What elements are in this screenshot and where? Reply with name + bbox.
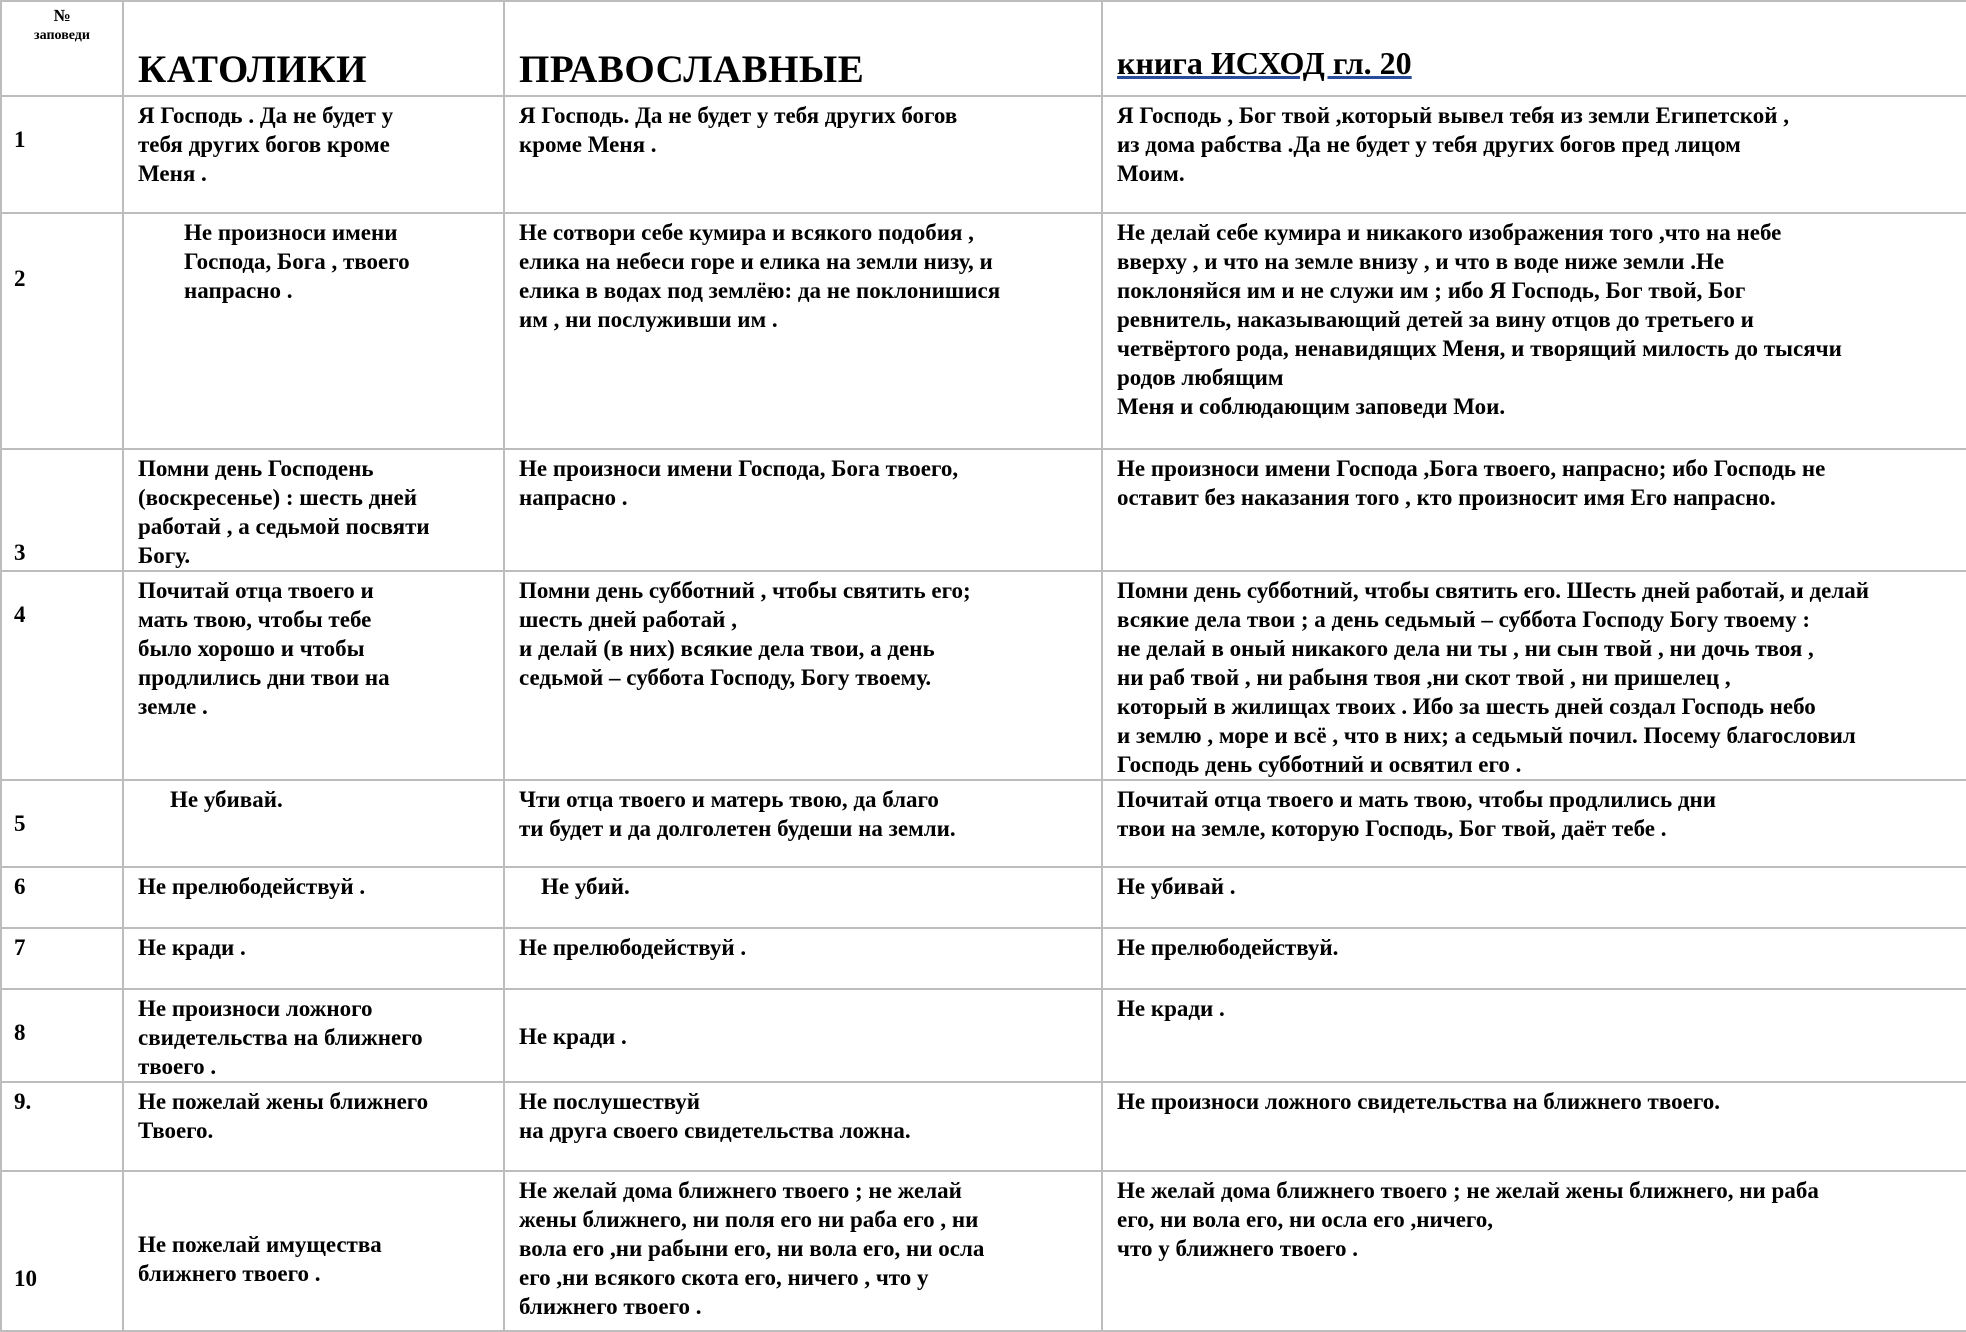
orthodox-cell [504, 928, 1102, 989]
exodus-text: Не убивай . [1117, 874, 1236, 899]
exodus-text: Не делай себе кумира и никакого изображения того ,что на небе вверху , и что на земле внизу , и что в воде ниже земли .Не поклоняйся им и не служи им ; ибо Я Господь, Бог твой, Бог ревнитель, наказывающий детей за вину отцов до третьего и четвёртого рода, ненавидящих Меня, и творящий милость до тысячи родов любящим Меня и соблюдающим заповеди Мои. [1117, 220, 1842, 419]
commandment-number: 3 [14, 540, 26, 565]
orthodox-cell [504, 571, 1102, 780]
number-cell [1, 928, 123, 989]
table-row [1, 213, 1966, 449]
exodus-text: Я Господь , Бог твой ,который вывел тебя из земли Египетской , из дома рабства .Да не будет у тебя других богов пред лицом Моим. [1117, 103, 1789, 186]
exodus-text: Не произноси имени Господа ,Бога твоего, напрасно; ибо Господь не оставит без наказания того , кто произносит имя Его напрасно. [1117, 456, 1826, 510]
orthodox-cell [504, 1082, 1102, 1171]
commandment-number: 2 [14, 266, 26, 291]
exodus-cell [1102, 1082, 1966, 1171]
commandment-number: 6 [14, 874, 26, 899]
exodus-cell [1102, 571, 1966, 780]
catholic-cell [123, 449, 504, 571]
catholic-cell [123, 213, 504, 449]
header-orthodox-cell [504, 1, 1102, 96]
exodus-text: Не желай дома ближнего твоего ; не желай жены ближнего, ни раба его, ни вола его, ни осла его ,ничего, что у ближнего твоего . [1117, 1178, 1819, 1261]
number-cell [1, 449, 123, 571]
catholic-text: Помни день Господень (воскресенье) : шесть дней работай , а седьмой посвяти Богу. [138, 456, 430, 568]
orthodox-text: Не желай дома ближнего твоего ; не желай жены ближнего, ни поля его ни раба его , ни вола его ,ни рабыни его, ни вола его, ни осла его ,ни всякого скота его, ничего , что у ближнего твоего . [519, 1178, 985, 1319]
header-number-cell [1, 1, 123, 96]
exodus-cell [1102, 213, 1966, 449]
exodus-text: Не прелюбодействуй. [1117, 935, 1339, 960]
number-cell [1, 571, 123, 780]
orthodox-cell [504, 780, 1102, 867]
orthodox-text: Не произноси имени Господа, Бога твоего, напрасно . [519, 456, 959, 510]
commandment-number: 1 [14, 127, 26, 152]
catholic-text: Не произноси имени Господа, Бога , твоего напрасно . [184, 220, 410, 303]
catholic-text: Не убивай. [170, 787, 283, 812]
catholic-cell [123, 867, 504, 928]
orthodox-cell [504, 96, 1102, 213]
number-cell [1, 780, 123, 867]
exodus-cell [1102, 989, 1966, 1082]
table-row [1, 1082, 1966, 1171]
orthodox-cell [504, 213, 1102, 449]
table-row [1, 96, 1966, 213]
commandment-number: 7 [14, 935, 26, 960]
orthodox-text: Не кради . [519, 1024, 627, 1049]
commandment-number: 5 [14, 811, 26, 836]
number-cell [1, 213, 123, 449]
orthodox-text: Не убий. [541, 874, 630, 899]
orthodox-text: Чти отца твоего и матерь твою, да благо ти будет и да долголетен будеши на земли. [519, 787, 956, 841]
catholic-cell [123, 989, 504, 1082]
header-row [1, 1, 1966, 96]
exodus-cell [1102, 867, 1966, 928]
orthodox-cell [504, 989, 1102, 1082]
catholic-text: Я Господь . Да не будет у тебя других богов кроме Меня . [138, 103, 394, 186]
exodus-text: Не кради . [1117, 996, 1225, 1021]
exodus-cell [1102, 96, 1966, 213]
header-catholic-cell [123, 1, 504, 96]
catholic-text: Не пожелай имущества ближнего твоего . [138, 1232, 382, 1286]
catholic-text: Почитай отца твоего и мать твою, чтобы тебе было хорошо и чтобы продлились дни твои на земле . [138, 578, 390, 719]
commandment-number: 9. [14, 1089, 32, 1114]
exodus-heading: книга ИСХОД гл. 20 [1117, 45, 1412, 81]
number-cell [1, 96, 123, 213]
exodus-cell [1102, 780, 1966, 867]
table-row [1, 1171, 1966, 1331]
number-cell [1, 1082, 123, 1171]
catholic-cell [123, 1171, 504, 1331]
commandment-number: 4 [14, 602, 26, 627]
catholic-cell [123, 1082, 504, 1171]
number-subtitle: заповеди [34, 28, 90, 43]
catholic-heading: КАТОЛИКИ [138, 48, 367, 91]
orthodox-cell [504, 449, 1102, 571]
orthodox-text: Я Господь. Да не будет у тебя других богов кроме Меня . [519, 103, 958, 157]
orthodox-text: Не сотвори себе кумира и всякого подобия , елика на небеси горе и елика на земли низу, и елика в водах под землёю: да не поклонишися им , ни послуживши им . [519, 220, 1001, 332]
catholic-cell [123, 780, 504, 867]
header-exodus-cell [1102, 1, 1966, 96]
orthodox-cell [504, 1171, 1102, 1331]
exodus-text: Не произноси ложного свидетельства на ближнего твоего. [1117, 1089, 1720, 1114]
number-cell [1, 867, 123, 928]
number-cell [1, 1171, 123, 1331]
orthodox-text: Помни день субботний , чтобы святить его; шесть дней работай , и делай (в них) всякие дела твои, а день седьмой – суббота Господу, Богу твоему. [519, 578, 971, 690]
orthodox-heading: ПРАВОСЛАВНЫЕ [519, 48, 865, 91]
catholic-cell [123, 571, 504, 780]
table-row [1, 780, 1966, 867]
orthodox-text: Не прелюбодействуй . [519, 935, 747, 960]
exodus-text: Помни день субботний, чтобы святить его. Шесть дней работай, и делай всякие дела твои ; а день седьмый – суббота Господу Богу твоему : не делай в оный никакого дела ни ты , ни сын твой , ни дочь твоя , ни раб твой , ни рабыня твоя ,ни скот твой , ни пришелец , который в жилищах твоих . Ибо за шесть дней создал Господь небо и землю , море и всё , что в них; а седьмый почил. Посему благословил Господь день субботний и освятил его . [1117, 578, 1869, 777]
number-cell [1, 989, 123, 1082]
orthodox-cell [504, 867, 1102, 928]
table-row [1, 571, 1966, 780]
table-row [1, 989, 1966, 1082]
table-row [1, 928, 1966, 989]
catholic-text: Не пожелай жены ближнего Твоего. [138, 1089, 429, 1143]
catholic-text: Не прелюбодействуй . [138, 874, 366, 899]
exodus-text: Почитай отца твоего и мать твою, чтобы продлились дни твои на земле, которую Господь, Бог твой, даёт тебе . [1117, 787, 1717, 841]
exodus-cell [1102, 1171, 1966, 1331]
exodus-cell [1102, 449, 1966, 571]
commandment-number: 10 [14, 1266, 37, 1291]
exodus-cell [1102, 928, 1966, 989]
catholic-cell [123, 928, 504, 989]
number-symbol: № [53, 6, 71, 25]
orthodox-text: Не послушествуй на друга своего свидетельства ложна. [519, 1089, 911, 1143]
table-row [1, 449, 1966, 571]
catholic-cell [123, 96, 504, 213]
commandment-number: 8 [14, 1020, 26, 1045]
catholic-text: Не произноси ложного свидетельства на ближнего твоего . [138, 996, 423, 1079]
table-row [1, 867, 1966, 928]
catholic-text: Не кради . [138, 935, 246, 960]
